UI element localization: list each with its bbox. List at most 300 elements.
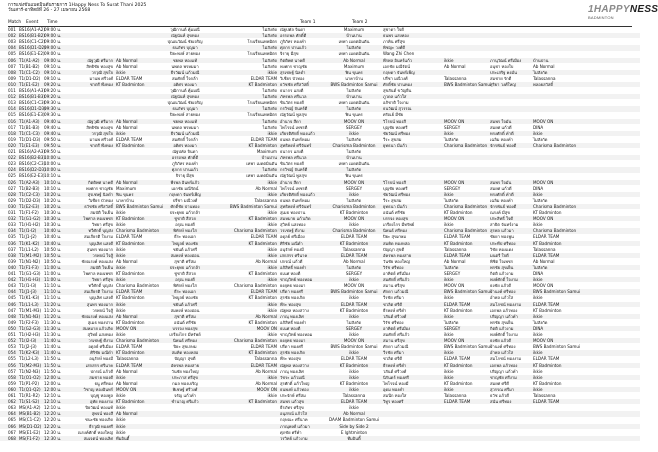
cell-club-3: Charisma Badminton <box>332 142 376 148</box>
cell-time: 09:30 น. <box>44 112 62 118</box>
cell-event: BS16(E1-E3) <box>19 112 45 118</box>
cell-club-2: Charisma Badminton <box>233 228 277 234</box>
cell-event: T1(L1-L2) <box>19 246 39 252</box>
cell-player-4: วิโรจน์ ทองสี <box>383 179 406 185</box>
table-row <box>0 228 640 233</box>
cell-club-3: ELDAR TEAM <box>340 234 368 240</box>
cell-event: BS16(B1-B3) <box>19 94 45 100</box>
cell-match-no: 050 <box>8 325 16 331</box>
cell-club-1: ikkie <box>116 210 126 215</box>
cell-club-2: ELDAR TEAM <box>250 234 277 240</box>
cell-player-1: วรวุฒิ สุขใจ <box>91 130 113 136</box>
cell-player-2: พิเชษฐ์ ศรีวงศ์ <box>172 386 198 392</box>
cell-player-3: ธเนศ ทองดี <box>280 271 301 276</box>
cell-player-3: วิเชียร บัวทอง <box>280 75 305 81</box>
cell-player-5: ชัยยา ทองพูน <box>490 234 514 240</box>
cell-player-3: สุเมธ ทองปาน <box>280 210 306 215</box>
cell-club-5: ไม่สังกัด <box>533 197 548 203</box>
cell-player-2: บรรจง ทองสุข <box>172 325 198 331</box>
cell-event: T1(E2-E3) <box>19 203 40 209</box>
cell-club-2: โรงเรียนเทพมิตร <box>247 39 277 45</box>
cell-club-2: ไม่สังกัด <box>262 94 277 100</box>
cell-time: 12:20 น. <box>44 417 62 423</box>
cell-time: 10:40 น. <box>44 234 62 240</box>
cell-club-1: MOOV ON <box>116 386 137 392</box>
cell-club-4: ikkie <box>444 313 454 319</box>
header-time: Time <box>47 20 58 25</box>
cell-event: BS16(D1-D3) <box>19 106 46 112</box>
cell-player-5: เฉลิม ทองคำ <box>490 197 513 203</box>
cell-player-4: อุดม ทองคำ <box>383 386 405 392</box>
table-row <box>0 405 640 410</box>
cell-club-2: ไม่สังกัด <box>262 27 277 32</box>
table-row <box>0 295 640 300</box>
cell-match-no: 014 <box>8 106 16 112</box>
table-row <box>0 399 640 404</box>
cell-club-4: SERGEY <box>444 271 461 276</box>
cell-time: 11:40 น. <box>44 350 62 356</box>
cell-match-no: 006 <box>8 57 16 63</box>
cell-club-1: Ab Normal <box>116 179 138 185</box>
cell-match-no: 065 <box>8 417 16 423</box>
cell-match-no: 036 <box>8 240 16 246</box>
cell-player-4: เกรียงไกร มีทรัพย์ <box>383 222 415 228</box>
cell-time: 09:00 น. <box>44 45 62 51</box>
cell-club-3: KT Badminton <box>339 240 369 246</box>
table-row <box>0 204 640 209</box>
cell-time: 09:40 น. <box>44 130 62 136</box>
cell-club-1: ikkie <box>116 307 126 313</box>
cell-player-4: วันชัย ทองใหญ่ <box>383 258 410 264</box>
cell-player-1: ปกรณ์ แก้วดี <box>90 368 113 374</box>
cell-club-5: BWS Badminton Samui <box>533 289 581 295</box>
cell-match-no: 039 <box>8 258 16 264</box>
cell-club-4: ikkie <box>444 191 454 197</box>
cell-club-1: ikkie <box>116 301 126 307</box>
cell-club-1: ikkie <box>116 423 126 429</box>
cell-player-5: พิชิต ใจเพชร <box>490 258 513 264</box>
cell-player-4: เอกชัย มณีรัตน์ <box>383 63 410 69</box>
cell-player-3: อภิสิทธิ์ ทองคำ <box>280 319 307 325</box>
cell-club-4: KT Badminton <box>444 307 473 313</box>
cell-club-4: ikkie <box>444 350 454 356</box>
cell-player-3: สมหมาย แก้วเกิด <box>280 216 311 222</box>
cell-club-4: ไม่สังกัด <box>444 319 459 325</box>
cell-event: BS16(D1-D2) <box>19 45 46 51</box>
cell-time: 12:10 น. <box>44 405 62 411</box>
cell-time: 09:40 น. <box>44 118 62 124</box>
cell-club-2: KT Badminton <box>248 240 277 246</box>
cell-player-4: ธีรพงษ์ ศรีคำ <box>383 307 407 313</box>
cell-club-2: เทพา เมดตมินตัน <box>246 161 277 167</box>
cell-club-3: KT Badminton <box>339 307 369 313</box>
cell-player-4: ธนพร แสงทอง <box>383 33 409 39</box>
cell-match-no: 033 <box>8 222 16 228</box>
header-team1: Team 1 <box>300 20 316 25</box>
table-row <box>0 314 640 319</box>
cell-event: T1(Q1-Q2) <box>19 386 41 392</box>
cell-club-2: ikkie <box>267 69 277 75</box>
cell-club-2: Ab Normal <box>255 368 277 374</box>
cell-club-4: MOOV ON <box>444 179 465 185</box>
cell-club-1: BWS Badminton Samui <box>116 203 164 209</box>
cell-club-1: ikkie <box>116 332 126 337</box>
cell-match-no: 025 <box>8 173 16 179</box>
cell-club-2: โรงเรียนเทพมิตร <box>247 112 277 118</box>
cell-player-4: ปรีชา มณีวงศ์ <box>383 75 408 81</box>
cell-time: 10:00 น. <box>44 167 62 173</box>
cell-player-5: ประเสริฐ คงมั่น <box>490 69 517 75</box>
cell-event: BS16(E1-E2) <box>19 51 45 57</box>
cell-time: 10:10 น. <box>44 185 62 191</box>
cell-match-no: 016 <box>8 118 16 124</box>
cell-club-1: Charisma Badminton <box>116 228 160 234</box>
logo-text-1: 1 <box>588 4 594 15</box>
cell-time: 09:10 น. <box>44 69 62 75</box>
cell-player-4: ปัญญา สุขดี <box>383 246 405 252</box>
cell-club-2: ikkie <box>267 332 277 337</box>
document-title-block <box>8 3 146 14</box>
cell-club-2: โรงเรียนเทพมิตร <box>247 51 277 57</box>
cell-time: 09:20 น. <box>44 81 62 87</box>
cell-player-1: วรพจน์ ใจสู้ <box>92 252 113 258</box>
cell-event: T1(C1-C2) <box>19 69 40 75</box>
cell-club-1: ELDAR TEAM <box>116 289 143 295</box>
cell-club-1: ELDAR TEAM <box>116 136 143 142</box>
cell-club-3: Side by Side 2 <box>339 423 369 429</box>
cell-event: T1(I2-I3) <box>19 338 37 344</box>
cell-club-2: Talassanna <box>254 356 277 362</box>
cell-event: T1(H1-H3) <box>19 277 41 283</box>
cell-club-1: ikkie <box>116 130 126 136</box>
cell-club-2: ไม่สังกัด <box>262 167 277 173</box>
cell-club-2: ไม่สังกัด <box>262 45 277 51</box>
cell-time: 09:00 น. <box>44 27 62 32</box>
cell-club-4: ikkie <box>444 57 454 63</box>
cell-club-5: บ้านบ่าน <box>533 57 549 63</box>
cell-club-3: SERGEY <box>345 325 363 331</box>
cell-time: 09:30 น. <box>44 106 62 112</box>
cell-club-3: ikkie <box>349 374 359 380</box>
cell-player-4: ศักดา แก้วมณี <box>383 344 409 350</box>
cell-time: 10:30 น. <box>44 216 62 222</box>
table-row <box>0 155 640 160</box>
cell-player-4: วิทูร ทองศรี <box>383 399 404 405</box>
cell-player-1: วิชาญ ทองอินทร์ <box>83 386 113 392</box>
cell-player-3: ภัทรพล ศรีนวล <box>280 155 307 161</box>
cell-player-3: สุวิทย์ แสงทอง <box>280 222 306 228</box>
table-row <box>0 76 640 81</box>
cell-club-1: ELDAR TEAM <box>116 234 143 240</box>
table-row <box>0 387 640 392</box>
cell-event: T1(I1-I3) <box>19 283 37 289</box>
cell-event: BS16(C1-C3) <box>19 100 46 106</box>
cell-player-5: สุรพล แก้วมา <box>490 228 514 234</box>
cell-player-3: ไพโรจน์ เพชรดี <box>280 124 308 130</box>
cell-club-1: ELDAR TEAM <box>116 344 143 350</box>
cell-club-3: MOOV ON <box>343 338 365 344</box>
cell-player-3: อำนาจ สีดา <box>280 179 302 185</box>
cell-club-5: DINA <box>533 325 544 331</box>
cell-player-5: ธวัช แก้วดี <box>490 393 509 398</box>
cell-player-5: สุริยา วงศ์ใหญ่ <box>490 81 516 87</box>
cell-player-3: ภาณุ ทองเลิศ <box>280 368 304 374</box>
cell-club-2: Charisma Badminton <box>233 338 277 344</box>
cell-player-5: ทรงศักดิ์ คำดี <box>490 130 514 136</box>
cell-player-4: นิพนธ์ ศรีทอง <box>383 228 408 234</box>
cell-club-1: Ab Normal <box>116 124 138 130</box>
cell-player-5: สมยศ แก้วดี <box>490 124 512 130</box>
cell-club-4: ikkie <box>444 386 454 392</box>
cell-club-4: SERGEY <box>444 124 461 130</box>
cell-player-2: พิทักษ์ ทองใส <box>173 228 197 234</box>
cell-player-1: ไพศาล ทองเพชร <box>83 216 113 222</box>
cell-time: 10:00 น. <box>44 155 62 161</box>
cell-player-5: พรชัย สุขเย็น <box>490 319 514 325</box>
cell-club-2: Talassanna <box>254 197 277 203</box>
header-match: Match <box>8 20 22 25</box>
cell-event: T1(R1-R2) <box>19 393 40 398</box>
cell-player-2: วุฒิกานต์ คุ้มมณี <box>170 27 200 32</box>
cell-club-3: KT Badminton <box>339 362 369 368</box>
cell-player-4: วิรัช ศรีทอง <box>383 319 404 325</box>
cell-club-2: ไม่สังกัด <box>262 33 277 39</box>
cell-player-1: มานพ ศรีวงศ์ <box>89 75 113 81</box>
cell-club-3: BWS Badminton Samui <box>330 81 378 87</box>
cell-club-3: บ้านบ่าน <box>346 33 362 39</box>
cell-player-5: พงษ์ศักดิ์ ใจงาม <box>490 277 518 283</box>
cell-time: 11:20 น. <box>44 313 62 319</box>
table-row <box>0 259 640 264</box>
cell-player-3: วรเชษฐ์ ดีงาม <box>280 228 305 234</box>
cell-player-4: สมคิด ทองหล่อ <box>383 240 410 246</box>
header-event: Event <box>26 20 39 25</box>
table-row <box>0 180 640 185</box>
cell-club-4: ikkie <box>444 332 454 337</box>
table-row <box>0 161 640 166</box>
table-row <box>0 173 640 178</box>
cell-club-3: บ้านบ่าน <box>346 155 362 161</box>
cell-club-1: KT Badminton <box>116 319 145 325</box>
cell-club-2: ELDAR TEAM <box>250 136 277 142</box>
cell-club-3: ikkie <box>349 313 359 319</box>
cell-club-4: MOOV ON <box>444 118 465 124</box>
cell-player-4: วสันต์ ศรีวงศ์ <box>383 313 407 319</box>
cell-club-3: ELDAR TEAM <box>340 399 368 405</box>
cell-player-5: สมชาย รักดี <box>490 75 512 81</box>
cell-club-2: ไม่สังกัด <box>262 63 277 69</box>
cell-player-4: อาทิตย์ ศรีเมือง <box>383 271 411 276</box>
table-row <box>0 393 640 398</box>
cell-club-4: ikkie <box>444 368 454 374</box>
cell-club-3: MOOV ON <box>343 179 365 185</box>
cell-club-4: ikkie <box>444 277 454 283</box>
cell-match-no: 028 <box>8 191 16 197</box>
cell-player-3: พีระ ทองสุข <box>280 356 301 362</box>
cell-match-no: 035 <box>8 234 16 240</box>
cell-player-1: สุนทร ทองมาก <box>86 301 113 307</box>
cell-club-2: Ab Normal <box>255 313 277 319</box>
cell-player-2: สุชาติ ศรีสม <box>174 258 196 264</box>
cell-player-3: ธวัชชัย ศรีสวัสดิ์ <box>280 81 309 87</box>
cell-club-3: ไม่สังกัด <box>346 167 362 173</box>
cell-player-1: บุญเลิศ แสงดี <box>89 240 113 246</box>
cell-club-2: ikkie <box>267 210 277 215</box>
cell-player-5: ธงชัย แก้วดี <box>490 283 512 289</box>
cell-club-2: MOOV ON <box>256 325 277 331</box>
cell-player-5: อำพล แก้วใส <box>490 350 514 356</box>
table-row <box>0 369 640 374</box>
table-row <box>0 186 640 191</box>
cell-time: 11:50 น. <box>44 368 62 374</box>
cell-time: 11:10 น. <box>44 289 62 295</box>
cell-player-4: บุญชัย ทองศรี <box>383 185 408 191</box>
cell-player-1: สมเกียรติ ใจงาม <box>83 234 113 240</box>
cell-club-3: ไม่สังกัด <box>346 149 362 154</box>
cell-player-4: อนันต์ ศรีชัย <box>383 210 405 215</box>
cell-club-2: ikkie <box>267 222 277 228</box>
cell-player-3: ปกรณ์ แก้วดี <box>280 258 303 264</box>
cell-event: T1(B1-B2) <box>19 63 40 69</box>
cell-player-4: ชัยวัฒน์ ศรีทอง <box>383 191 411 197</box>
cell-time: 11:20 น. <box>44 301 62 307</box>
cell-club-1: KT Badminton <box>116 216 145 222</box>
cell-event: T1(M1-M3) <box>19 307 42 313</box>
cell-club-3: ikkie <box>349 405 359 411</box>
cell-player-1: พงศกร ชาญชัย <box>85 185 113 191</box>
cell-player-3: ธนากร แสงดี <box>280 149 304 154</box>
cell-player-4: ภาคิน ศรีสุข <box>383 39 405 45</box>
table-row <box>0 381 640 386</box>
cell-club-5: KT Badminton <box>533 380 562 386</box>
cell-player-4: วีระ สุขสม <box>383 197 402 203</box>
cell-player-2: ชำนาญ ศรีแก้ว <box>171 399 199 405</box>
cell-player-1: สุเมธ ทองปาน <box>87 319 113 325</box>
cell-match-no: 020 <box>8 142 16 148</box>
cell-time: 12:00 น. <box>44 386 62 392</box>
cell-player-1: มานพ ศรีวงศ์ <box>89 136 113 142</box>
cell-match-no: 056 <box>8 362 16 368</box>
table-row <box>0 363 640 368</box>
table-row <box>0 350 640 355</box>
cell-player-5: สมยศ แก้วดี <box>490 185 512 191</box>
cell-player-4: พิชญะ วงศ์ดี <box>383 45 406 51</box>
cell-player-3: ปรีดา ทองศรี <box>280 344 304 350</box>
table-row <box>0 27 640 32</box>
cell-player-5: สมพร ใจมั่น <box>490 118 512 124</box>
cell-match-no: 062 <box>8 399 16 405</box>
table-row <box>0 411 640 416</box>
cell-event: T1(K1-K2) <box>19 240 40 246</box>
cell-match-no: 010 <box>8 81 16 87</box>
cell-club-4: Talassanna <box>444 75 467 81</box>
cell-player-3: อภิสิทธิ์ ทองคำ <box>280 264 307 270</box>
cell-player-2: วุฒิกานต์ คุ้มมณี <box>170 88 200 93</box>
cell-club-4: SERGEY <box>444 325 461 331</box>
cell-player-2: กฤษดา จันทร์เพ็ญ <box>169 191 201 197</box>
cell-time: 10:10 น. <box>44 179 62 185</box>
cell-match-no: 058 <box>8 374 16 380</box>
cell-player-3: ณัฐวัฒน์ พูลสุข <box>280 173 307 179</box>
cell-player-5: เอกพล แก้วทอง <box>490 307 518 313</box>
cell-club-1: KT Badminton <box>116 399 145 405</box>
cell-time: 10:40 น. <box>44 228 62 234</box>
cell-event: T1(G1-G2) <box>19 216 41 222</box>
cell-event: T1(B2-B3) <box>19 185 40 191</box>
cell-player-4: วีรชัย ศรีมา <box>383 350 404 356</box>
cell-match-no: 052 <box>8 338 16 344</box>
cell-player-5: ธงชัย แก้วดี <box>490 338 512 344</box>
cell-club-2: ELDAR TEAM <box>250 344 277 350</box>
cell-player-5: สมโภชน์ ทองงาม <box>490 301 522 307</box>
cell-club-2: ikkie <box>267 252 277 258</box>
cell-club-1: Maximum <box>116 185 137 191</box>
cell-player-3: สุทธิพงษ์ ศรีจันทร์ <box>280 203 312 209</box>
cell-player-3: สุรศักดิ์ แก้วใหญ่ <box>280 380 310 386</box>
cell-player-4: กฤษดา จันทร์เพ็ญ <box>383 69 415 75</box>
cell-player-5: สุวรรณ ศรีมา <box>490 386 515 392</box>
cell-player-4: ไพโรจน์ ทองมี <box>383 380 409 386</box>
cell-player-3: ธีรภัทร ศรีสุข <box>280 405 304 411</box>
table-row <box>0 356 640 361</box>
cell-event: T1(L2-L3) <box>19 356 39 362</box>
cell-player-2: ปิยะพงษ์ สายทอง <box>169 112 201 118</box>
cell-player-4: อภิชาติ ใจงาม <box>383 100 409 106</box>
cell-club-4: SERGEY <box>444 185 461 191</box>
cell-player-1: กิตติพศ นาคดี <box>88 179 113 185</box>
cell-player-1: วรพจน์ ใจสู้ <box>92 307 113 313</box>
cell-club-3: Maximum <box>343 63 365 69</box>
cell-player-1: อนุรักษ์ ทองมี <box>89 356 113 362</box>
table-row <box>0 253 640 258</box>
cell-club-1: ikkie <box>116 264 126 270</box>
table-row <box>0 39 640 44</box>
cell-event: T1(G1-G3) <box>19 271 41 276</box>
cell-player-1: สมเกียรติ ใจงาม <box>83 289 113 295</box>
cell-player-5: จำนงค์ ศรีทอง <box>490 289 516 295</box>
logo-text-3: NESS <box>629 4 658 15</box>
cell-club-2: ikkie <box>267 179 277 185</box>
table-row <box>0 149 640 154</box>
cell-event: T1(C2-C3) <box>19 191 40 197</box>
cell-player-3: สุรชัย ทองเกิด <box>280 295 305 301</box>
table-row <box>0 375 640 380</box>
cell-club-4: ไม่สังกัด <box>444 197 459 203</box>
cell-club-2: ikkie <box>267 191 277 197</box>
cell-player-3: ศุภชัย ศรีคำ <box>280 429 302 435</box>
cell-match-no: 017 <box>8 124 16 130</box>
cell-player-2: ชยันต์ แก้วศรี <box>172 301 198 307</box>
cell-club-3: เทพา เมดตมินตัน <box>338 51 370 57</box>
cell-player-1: ชนะชัย ทองเกิด <box>85 417 113 423</box>
cell-club-5: BWS Badminton Samui <box>533 344 581 350</box>
cell-club-4: KT Badminton <box>444 240 473 246</box>
cell-club-2: Ab Normal <box>255 185 277 191</box>
cell-club-5: KT Badminton <box>533 240 562 246</box>
cell-player-1: ธวัชชัย ศรีสวัสดิ์ <box>84 203 113 209</box>
cell-player-1: บุญชู ทองพูล <box>90 393 113 398</box>
cell-club-2: KT Badminton <box>248 295 277 301</box>
cell-club-4: MOOV ON <box>444 338 465 344</box>
cell-match-no: 024 <box>8 167 16 173</box>
cell-club-4: ELDAR TEAM <box>444 399 471 405</box>
cell-player-3: สุทธิพงษ์ ศรีจันทร์ <box>280 142 312 148</box>
table-row <box>0 51 640 56</box>
cell-player-4: อาทิตย์ ศรีเมือง <box>383 325 411 331</box>
cell-club-1: ikkie <box>116 417 126 423</box>
cell-player-3: จิรายุ มีสุข <box>280 51 299 57</box>
table-row <box>0 58 640 63</box>
